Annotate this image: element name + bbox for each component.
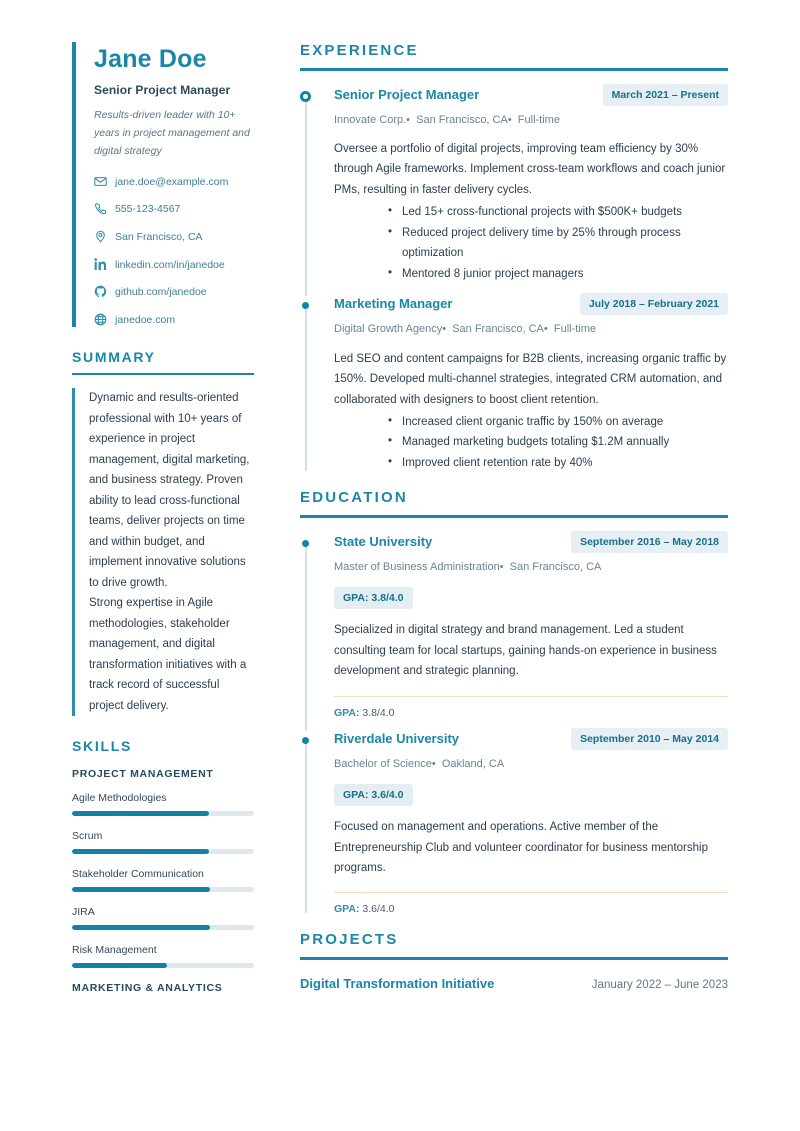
timeline-line (305, 97, 307, 297)
education-degree: Master of Business Administration (334, 560, 500, 573)
education-date-badge: September 2010 – May 2014 (571, 728, 728, 750)
meta-separator: • (431, 757, 442, 770)
summary-text (72, 388, 254, 716)
education-date-badge: September 2016 – May 2018 (571, 531, 728, 553)
timeline-line (305, 306, 307, 471)
meta-separator: • (543, 323, 554, 336)
experience-bullet: • Led 15+ cross-functional projects with $500K+ budgets (388, 202, 728, 222)
contact-linkedin-text: linkedin.com/in/janedoe (115, 258, 225, 271)
experience-date-badge: July 2018 – February 2021 (580, 293, 728, 315)
meta-separator: • (442, 323, 453, 336)
contact-location[interactable] (94, 230, 254, 245)
skill-group-title: MARKETING & ANALYTICS (72, 981, 223, 994)
phone-icon (94, 202, 107, 215)
experience-company: Digital Growth Agency (334, 323, 443, 336)
experience-bullet: • Improved client retention rate by 40% (388, 453, 728, 473)
timeline-marker-current-icon (300, 91, 311, 102)
skill-bar-track (72, 811, 254, 816)
experience-role: Marketing Manager (334, 296, 453, 312)
skill-row (72, 868, 254, 892)
skill-label: Risk Management (72, 943, 157, 956)
experience-meta (334, 322, 728, 337)
experience-item (300, 296, 728, 485)
experience-bullet: • Increased client organic traffic by 150% on average (388, 412, 728, 432)
contact-github-text: github.com/janedoe (115, 286, 207, 299)
education-divider (300, 515, 728, 518)
skills-body (72, 768, 254, 994)
globe-icon (94, 313, 107, 326)
projects-list (300, 976, 728, 991)
project-item (300, 976, 728, 991)
experience-item-header (334, 296, 728, 315)
meta-separator: • (499, 560, 510, 573)
main-column (268, 42, 728, 1131)
contact-website[interactable] (94, 313, 254, 328)
projects-heading: PROJECTS (300, 931, 399, 949)
experience-section (300, 42, 728, 485)
summary-divider (72, 373, 254, 375)
skill-row (72, 906, 254, 930)
education-gpa-label: GPA: (334, 706, 360, 719)
experience-description: Led SEO and content campaigns for B2B clients, increasing organic traffic by 150%. Developed multi-channel strategies, integrated CRM automation, and collaborated with designers to boost client retention. (334, 352, 727, 406)
github-icon (94, 285, 107, 298)
education-gpa-footer (334, 696, 728, 719)
education-meta (334, 757, 728, 772)
summary-paragraph: Strong expertise in Agile methodologies, stakeholder management, and digital transformation initiatives with a track record of successful project delivery. (89, 597, 247, 712)
experience-date-badge: March 2021 – Present (603, 84, 728, 106)
location-pin-icon (94, 230, 107, 243)
timeline-line (305, 741, 307, 914)
tagline: Results-driven leader with 10+ years in project management and digital strategy (94, 108, 250, 158)
meta-separator: • (507, 113, 518, 126)
experience-bullets (334, 202, 728, 284)
education-list (300, 534, 728, 928)
linkedin-icon (94, 258, 107, 271)
education-meta (334, 560, 728, 575)
education-gpa-footer (334, 892, 728, 915)
summary-section (72, 349, 254, 716)
skill-row (72, 830, 254, 854)
education-degree: Bachelor of Science (334, 757, 432, 770)
experience-bullets (334, 412, 728, 473)
contact-email[interactable] (94, 175, 254, 190)
project-title: Digital Transformation Initiative (300, 975, 495, 991)
education-item-header (334, 534, 728, 553)
education-heading: EDUCATION (300, 489, 408, 507)
education-location: Oakland, CA (441, 757, 505, 770)
projects-divider (300, 957, 728, 960)
education-description: Focused on management and operations. Active member of the Entrepreneurship Club and volunteer coordinator for business mentorship programs. (334, 821, 708, 874)
contact-phone-text: 555-123-4567 (115, 203, 181, 216)
education-school: State University (334, 533, 433, 549)
skill-label: Scrum (72, 829, 103, 842)
skill-row (72, 944, 254, 968)
education-item (300, 731, 728, 928)
education-gpa-badge: GPA: 3.6/4.0 (334, 784, 413, 806)
skill-bar-fill (72, 925, 210, 930)
skill-label: JIRA (72, 905, 95, 918)
meta-separator: • (406, 113, 417, 126)
experience-type: Full-time (553, 323, 597, 336)
skills-section (72, 738, 254, 994)
experience-type: Full-time (517, 113, 560, 126)
contact-email-text: jane.doe@example.com (115, 175, 229, 188)
contact-github[interactable] (94, 285, 254, 300)
skill-bar-track (72, 849, 254, 854)
skill-bar-fill (72, 887, 210, 892)
experience-bullet: • Mentored 8 junior project managers (388, 264, 728, 284)
experience-item (300, 87, 728, 297)
experience-role: Senior Project Manager (334, 86, 480, 102)
timeline-marker-icon (302, 540, 309, 547)
skill-label: Stakeholder Communication (72, 867, 204, 880)
contact-website-text: janedoe.com (115, 313, 176, 326)
contact-linkedin[interactable] (94, 258, 254, 273)
timeline-marker-icon (302, 302, 309, 309)
education-gpa-value: 3.6/4.0 (362, 903, 395, 916)
skill-bar-fill (72, 963, 167, 968)
education-item (300, 534, 728, 731)
skill-bar-track (72, 925, 254, 930)
skill-bar-track (72, 887, 254, 892)
contact-location-text: San Francisco, CA (115, 230, 203, 243)
full-name: Jane Doe (94, 45, 207, 73)
education-school: Riverdale University (334, 730, 460, 746)
experience-list (300, 87, 728, 486)
education-gpa-badge: GPA: 3.8/4.0 (334, 587, 413, 609)
experience-item-header (334, 87, 728, 106)
experience-bullet: • Managed marketing budgets totaling $1.2M annually (388, 432, 728, 452)
experience-divider (300, 68, 728, 71)
skill-group-title: PROJECT MANAGEMENT (72, 767, 214, 780)
experience-location: San Francisco, CA (416, 113, 508, 126)
skill-bar-fill (72, 849, 209, 854)
skill-bar-track (72, 963, 254, 968)
education-gpa-value: 3.8/4.0 (362, 706, 395, 719)
experience-meta (334, 113, 728, 128)
summary-heading: SUMMARY (72, 349, 156, 366)
projects-section (300, 931, 728, 991)
sidebar (72, 42, 268, 1131)
skills-heading: SKILLS (72, 737, 132, 754)
experience-description: Oversee a portfolio of digital projects, improving team efficiency by 30% through Agile frameworks. Implement cross-team workflows and coach junior PMs, resulting in faster delivery cycles. (334, 142, 726, 196)
identity-block (72, 42, 254, 327)
skill-bar-fill (72, 811, 209, 816)
education-location: San Francisco, CA (509, 560, 602, 573)
skill-label: Agile Methodologies (72, 791, 167, 804)
timeline-marker-icon (302, 737, 309, 744)
experience-heading: EXPERIENCE (300, 42, 419, 59)
summary-paragraph: Dynamic and results-oriented professional with 10+ years of experience in project management, digital marketing, and business strategy. Proven ability to lead cross-functional teams, deliver projects on time and within budget, and implement innovative solutions to drive growth. (89, 392, 250, 589)
experience-bullet: • Reduced project delivery time by 25% through process optimization (388, 223, 728, 264)
education-description: Specialized in digital strategy and brand management. Led a student consulting team for local startups, gaining hands-on experience in business development and strategic planning. (334, 624, 717, 678)
experience-company: Innovate Corp. (334, 113, 407, 126)
contact-list (94, 175, 254, 328)
education-item-header (334, 731, 728, 750)
project-date: January 2022 – June 2023 (591, 978, 728, 991)
experience-location: San Francisco, CA (452, 323, 544, 336)
education-section (300, 489, 728, 927)
contact-phone[interactable] (94, 202, 254, 217)
job-title: Senior Project Manager (94, 82, 231, 97)
education-gpa-label: GPA: (334, 903, 360, 916)
envelope-icon (94, 175, 107, 188)
timeline-line (305, 544, 307, 731)
skill-row (72, 792, 254, 816)
